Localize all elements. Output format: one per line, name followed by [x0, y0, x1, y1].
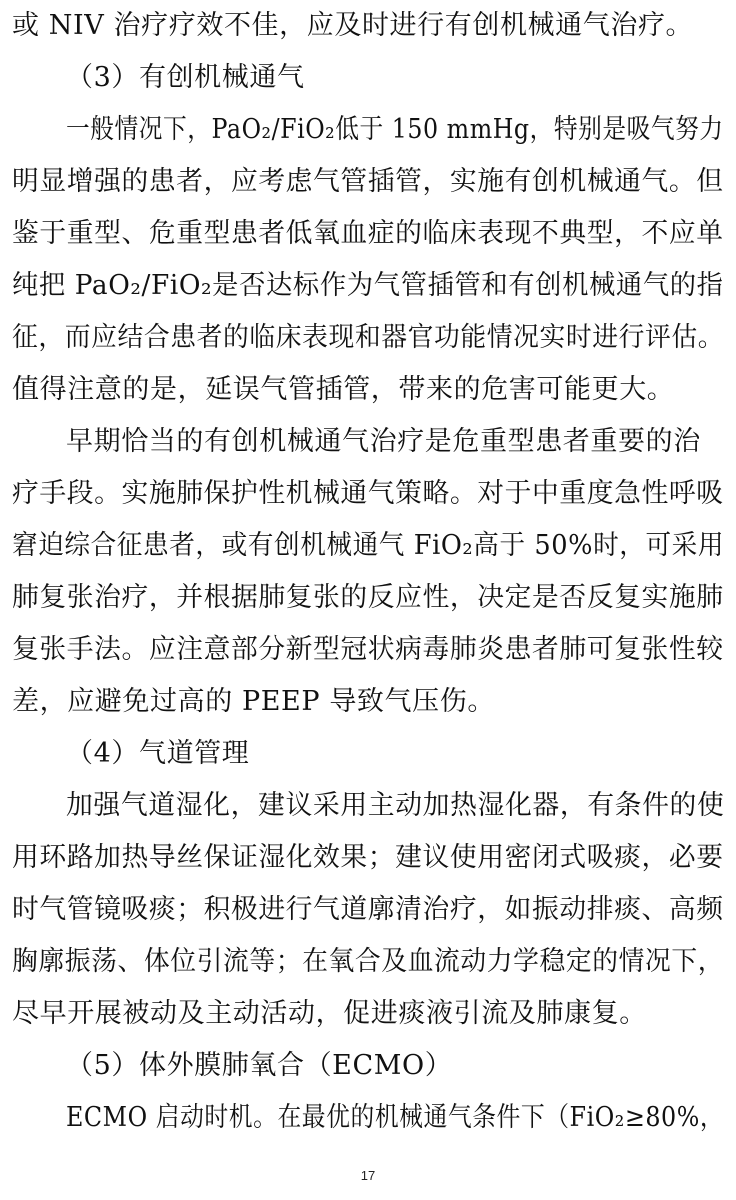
paragraph-line: 用环路加热导丝保证湿化效果；建议使用密闭式吸痰，必要	[12, 842, 724, 873]
page-number: 17	[360, 1168, 376, 1183]
paragraph-line: 肺复张治疗，并根据肺复张的反应性，决定是否反复实施肺	[12, 582, 724, 613]
paragraph-line: 值得注意的是，延误气管插管，带来的危害可能更大。	[12, 374, 675, 405]
paragraph-line: 鉴于重型、危重型患者低氧血症的临床表现不典型，不应单	[12, 218, 724, 249]
paragraph-line: 疗手段。实施肺保护性机械通气策略。对于中重度急性呼吸	[12, 478, 724, 509]
paragraph-line: 一般情况下，PaO₂/FiO₂低于 150 mmHg，特别是吸气努力	[66, 114, 724, 145]
paragraph-line: 明显增强的患者，应考虑气管插管，实施有创机械通气。但	[12, 166, 724, 197]
paragraph-line: 复张手法。应注意部分新型冠状病毒肺炎患者肺可复张性较	[12, 634, 724, 665]
paragraph-line: 胸廓振荡、体位引流等；在氧合及血流动力学稳定的情况下，	[12, 946, 725, 977]
section-heading-invasive-ventilation: （3）有创机械通气	[66, 62, 305, 93]
paragraph-line: 差，应避免过高的 PEEP 导致气压伤。	[12, 686, 495, 717]
paragraph-line: 窘迫综合征患者，或有创机械通气 FiO₂高于 50%时，可采用	[12, 530, 725, 561]
paragraph-line: 尽早开展被动及主动活动，促进痰液引流及肺康复。	[12, 998, 647, 1029]
paragraph-line: ECMO 启动时机。在最优的机械通气条件下（FiO₂≥80%，	[66, 1102, 725, 1133]
paragraph-line: 加强气道湿化，建议采用主动加热湿化器，有条件的使	[66, 790, 725, 821]
section-heading-ecmo: （5）体外膜肺氧合（ECMO）	[66, 1050, 453, 1081]
section-heading-airway-management: （4）气道管理	[66, 738, 250, 769]
paragraph-line: 早期恰当的有创机械通气治疗是危重型患者重要的治	[66, 426, 701, 457]
paragraph-line: 时气管镜吸痰；积极进行气道廓清治疗，如振动排痰、高频	[12, 894, 724, 925]
paragraph-line: 或 NIV 治疗疗效不佳，应及时进行有创机械通气治疗。	[12, 10, 694, 41]
paragraph-line: 征，而应结合患者的临床表现和器官功能情况实时进行评估。	[12, 322, 725, 353]
paragraph-line: 纯把 PaO₂/FiO₂是否达标作为气管插管和有创机械通气的指	[12, 270, 724, 301]
